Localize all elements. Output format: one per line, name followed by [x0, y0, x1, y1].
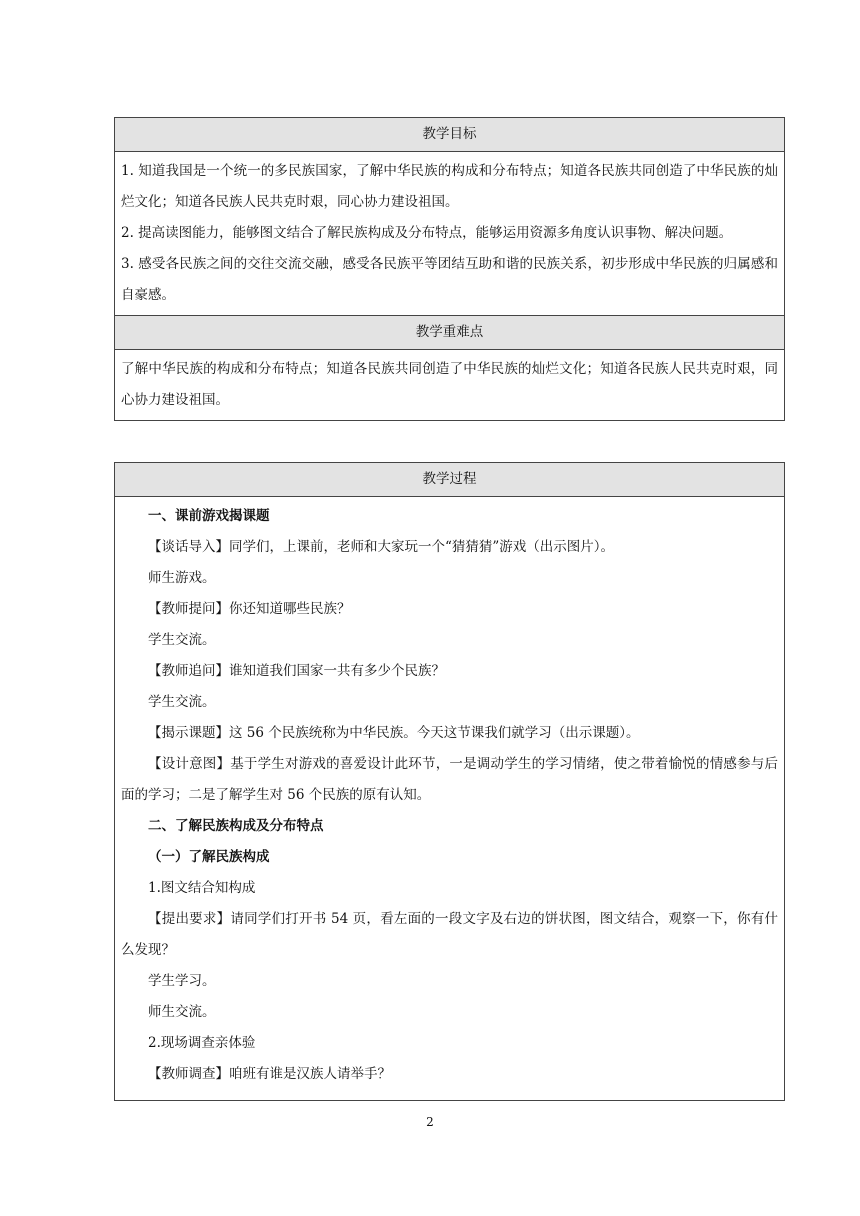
process-table	[114, 462, 785, 1101]
process-line: 【教师调查】咱班有谁是汉族人请举手？	[148, 1066, 391, 1082]
goals-table	[114, 117, 785, 421]
process-line: 【提出要求】请同学们打开书 54 页，看左面的一段文字及右边的饼状图，图文结合，观察一下，你有什么发现？	[121, 911, 778, 958]
section-heading: 一、课前游戏揭课题	[148, 508, 270, 524]
difficulties-content	[115, 350, 784, 420]
subsection-heading: （一）了解民族构成	[148, 849, 270, 865]
process-line: 【设计意图】基于学生对游戏的喜爱设计此环节，一是调动学生的学习情绪，使之带着愉悦的情感参与后面的学习；二是了解学生对 56 个民族的原有认知。	[121, 756, 778, 803]
process-header: 教学过程	[115, 463, 784, 497]
section-heading: 二、了解民族构成及分布特点	[148, 818, 324, 834]
process-line: 师生游戏。	[148, 570, 216, 586]
process-line: 2.现场调查亲体验	[148, 1035, 256, 1051]
process-line: 1.图文结合知构成	[148, 880, 256, 896]
process-line: 【教师提问】你还知道哪些民族？	[148, 601, 351, 617]
goal-item: 3. 感受各民族之间的交往交流交融，感受各民族平等团结互助和谐的民族关系，初步形成中华民族的归属感和自豪感。	[121, 256, 778, 303]
process-line: 师生交流。	[148, 1004, 216, 1020]
page-number: 2	[426, 1115, 434, 1129]
difficulties-header: 教学重难点	[115, 315, 784, 350]
process-line: 【谈话导入】同学们，上课前，老师和大家玩一个“猜猜猜”游戏（出示图片）。	[148, 539, 615, 555]
goal-item: 1. 知道我国是一个统一的多民族国家，了解中华民族的构成和分布特点；知道各民族共同创造了中华民族的灿烂文化；知道各民族人民共克时艰，同心协力建设祖国。	[121, 163, 778, 210]
goal-item: 2. 提高读图能力，能够图文结合了解民族构成及分布特点，能够运用资源多角度认识事物、解决问题。	[121, 225, 733, 241]
process-line: 【教师追问】谁知道我们国家一共有多少个民族？	[148, 663, 445, 679]
process-line: 【揭示课题】这 56 个民族统称为中华民族。今天这节课我们就学习（出示课题）。	[148, 725, 640, 741]
difficulties-text: 了解中华民族的构成和分布特点；知道各民族共同创造了中华民族的灿烂文化；知道各民族人民共克时艰，同心协力建设祖国。	[121, 361, 778, 408]
goals-content	[115, 152, 784, 315]
process-line: 学生交流。	[148, 632, 216, 648]
goals-header: 教学目标	[115, 118, 784, 152]
process-line: 学生学习。	[148, 973, 216, 989]
process-content	[115, 497, 784, 1090]
process-line: 学生交流。	[148, 694, 216, 710]
